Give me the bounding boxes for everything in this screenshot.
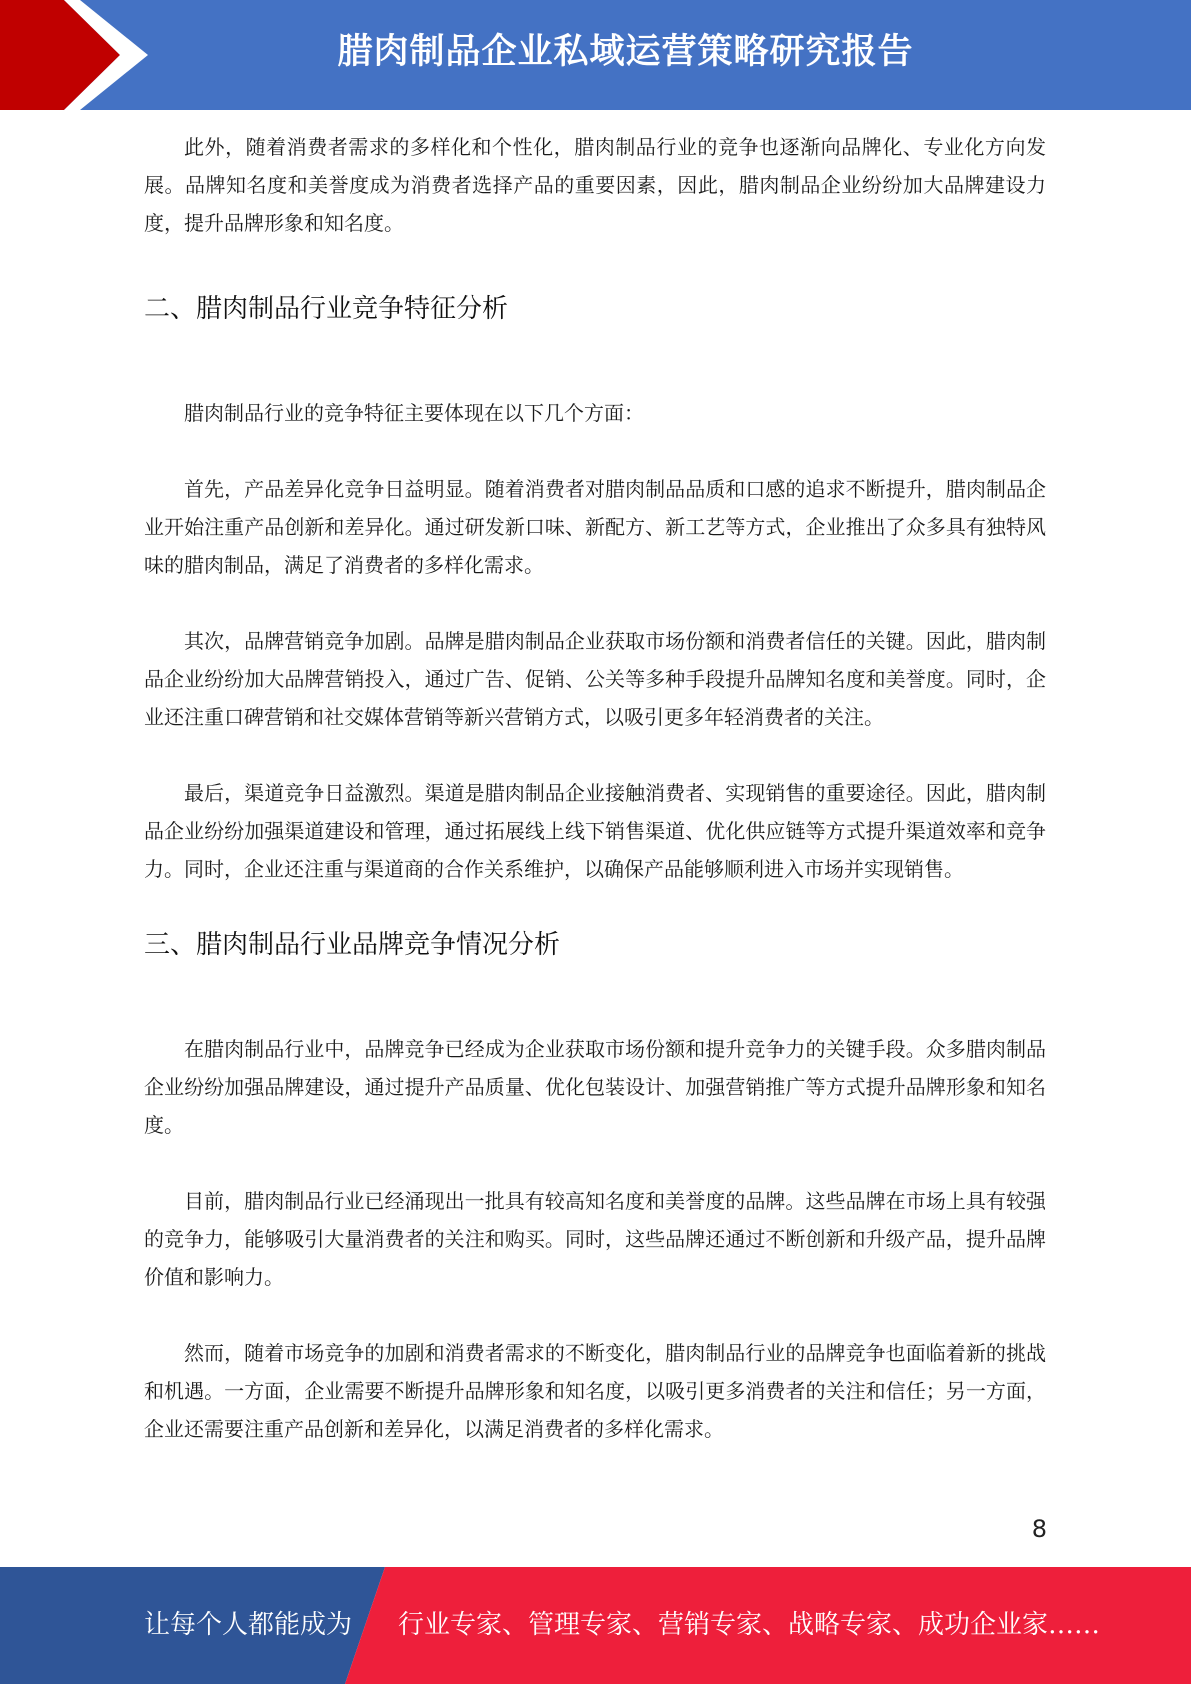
page-number: 8 <box>1031 1515 1047 1543</box>
paragraph: 首先，产品差异化竞争日益明显。随着消费者对腊肉制品品质和口感的追求不断提升，腊肉制品企业开始注重产品创新和差异化。通过研发新口味、新配方、新工艺等方式，企业推出了众多具有独特风味的腊肉制品，满足了消费者的多样化需求。 <box>144 477 1046 577</box>
paragraph: 在腊肉制品行业中，品牌竞争已经成为企业获取市场份额和提升竞争力的关键手段。众多腊肉制品企业纷纷加强品牌建设，通过提升产品质量、优化包装设计、加强营销推广等方式提升品牌形象和知名度。 <box>144 1037 1046 1137</box>
paragraph: 目前，腊肉制品行业已经涌现出一批具有较高知名度和美誉度的品牌。这些品牌在市场上具有较强的竞争力，能够吸引大量消费者的关注和购买。同时，这些品牌还通过不断创新和升级产品，提升品牌价值和影响力。 <box>144 1189 1046 1289</box>
header-title: 腊肉制品企业私域运营策略研究报告 <box>337 32 914 72</box>
paragraph: 最后，渠道竞争日益激烈。渠道是腊肉制品企业接触消费者、实现销售的重要途径。因此，腊肉制品企业纷纷加强渠道建设和管理，通过拓展线上线下销售渠道、优化供应链等方式提升渠道效率和竞争力。同时，企业还注重与渠道商的合作关系维护，以确保产品能够顺利进入市场并实现销售。 <box>144 781 1046 881</box>
paragraph-intro: 此外，随着消费者需求的多样化和个性化，腊肉制品行业的竞争也逐渐向品牌化、专业化方向发展。品牌知名度和美誉度成为消费者选择产品的重要因素，因此，腊肉制品企业纷纷加大品牌建设力度，提升品牌形象和知名度。 <box>144 135 1046 235</box>
section-heading-2: 二、腊肉制品行业竞争特征分析 <box>144 294 509 324</box>
page-footer <box>0 1567 1191 1684</box>
paragraph: 腊肉制品行业的竞争特征主要体现在以下几个方面： <box>184 401 644 425</box>
section-heading-3: 三、腊肉制品行业品牌竞争情况分析 <box>144 930 561 960</box>
footer-slogan-right: 行业专家、管理专家、营销专家、战略专家、成功企业家…… <box>398 1610 1101 1640</box>
paragraph: 其次，品牌营销竞争加剧。品牌是腊肉制品企业获取市场份额和消费者信任的关键。因此，腊肉制品企业纷纷加大品牌营销投入，通过广告、促销、公关等多种手段提升品牌知名度和美誉度。同时，企业还注重口碑营销和社交媒体营销等新兴营销方式，以吸引更多年轻消费者的关注。 <box>144 629 1046 729</box>
footer-slogan-left: 让每个人都能成为 <box>144 1610 353 1640</box>
document-body <box>144 128 1046 1448</box>
page-header <box>0 0 1191 110</box>
header-arrow-decoration <box>0 0 160 110</box>
paragraph: 然而，随着市场竞争的加剧和消费者需求的不断变化，腊肉制品行业的品牌竞争也面临着新的挑战和机遇。一方面，企业需要不断提升品牌形象和知名度，以吸引更多消费者的关注和信任；另一方面，企业还需要注重产品创新和差异化，以满足消费者的多样化需求。 <box>144 1341 1046 1441</box>
